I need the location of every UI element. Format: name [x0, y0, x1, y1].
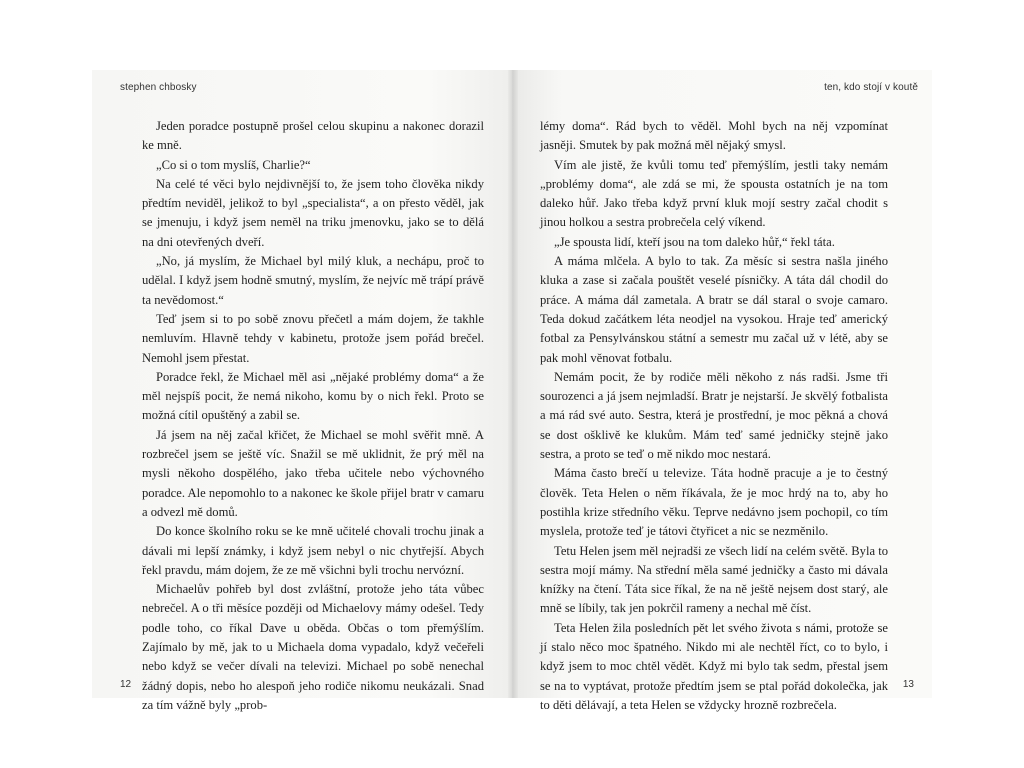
paragraph: „Je spousta lidí, kteří jsou na tom daleko hůř,“ řekl táta. [554, 234, 835, 249]
book-spread [92, 70, 932, 712]
paragraph: Na celé té věci bylo nejdivnější to, že jsem toho člověka nikdy předtím neviděl, jelikož to byl „specialista“, a on přesto věděl, jak se jmenuju, i když jsem neměl na triku jmenovku, jako se to dělá na dni otevřených dveří. [142, 176, 484, 249]
paragraph: A máma mlčela. A bylo to tak. Za měsíc si sestra našla jiného kluka a zase si začala pouštět veselé písničky. A táta dál chodil do práce. A máma dál zametala. A bratr se dál staral o svoje camaro. Teda dokud začátkem léta neodjel na vysokou. Hraje teď americký fotbal za Pensylvánskou státní a semestr mu začal už v létě, aby se pak mohl věnovat fotbalu. [540, 254, 888, 365]
paragraph: „Co si o tom myslíš, Charlie?“ [156, 157, 311, 172]
page-number-left: 12 [120, 679, 132, 690]
paragraph: Já jsem na něj začal křičet, že Michael se mohl svěřit mně. A rozbrečel jsem se ještě víc. Snažil se mě uklidnit, že prý měl na mysli někoho dospělého, jako třeba učitele nebo výchovného poradce. Ale nepomohlo to a nakonec ke škole přijel bratr v camaru a odvezl mě domů. [142, 427, 484, 519]
left-page [92, 70, 512, 712]
page-number-right: 13 [902, 679, 914, 690]
right-page-text [540, 117, 888, 715]
paragraph: Vím ale jistě, že kvůli tomu teď přemýšlím, jestli taky nemám „problémy doma“, ale zdá se mi, že spousta ostatních je na tom daleko hůř. Jako třeba když první kluk mojí sestry začal chodit s jinou holkou a sestra probrečela celý víkend. [540, 157, 888, 230]
right-page [512, 70, 932, 712]
running-head-left: stephen chbosky [120, 82, 197, 93]
paragraph: Do konce školního roku se ke mně učitelé chovali trochu jinak a dávali mi lepší známky, i když jsem nebyl o nic chytřejší. Abych řekl pravdu, mám dojem, že ze mě všichni byli trochu nervózní. [142, 524, 484, 577]
paragraph: Teď jsem si to po sobě znovu přečetl a mám dojem, že takhle nemluvím. Hlavně tehdy v kabinetu, protože jsem pořád brečel. Nemohl jsem přestat. [142, 311, 484, 365]
paragraph: „No, já myslím, že Michael byl milý kluk, a nechápu, proč to udělal. I když jsem hodně smutný, myslím, že nejvíc mě trápí právě ta nevědomost.“ [142, 254, 484, 307]
book-gutter [508, 70, 518, 698]
paragraph: lémy doma“. Rád bych to věděl. Mohl bych na něj vzpomínat jasněji. Smutek by pak možná měl nějaký smysl. [540, 119, 888, 153]
paragraph: Poradce řekl, že Michael měl asi „nějaké problémy doma“ a že měl nejspíš pocit, že nemá nikoho, komu by o nich řekl. Proto se možná cítil opuštěný a zabil se. [142, 369, 484, 423]
running-head-right: ten, kdo stojí v koutě [824, 82, 918, 93]
paragraph: Tetu Helen jsem měl nejradši ze všech lidí na celém světě. Byla to sestra mojí mámy. Na střední měla samé jedničky a často mi dávala knížky na čtení. Táta sice říkal, že na ně ještě nejsem dost starý, ale mně se líbily, tak jen pokrčil rameny a nechal mě číst. [540, 543, 888, 616]
paragraph: Nemám pocit, že by rodiče měli někoho z nás radši. Jsme tři sourozenci a já jsem nejmladší. Bratr je nejstarší. Je skvělý fotbalista a má rád své auto. Sestra, která je prostřední, je moc pěkná a chová se dost ošklivě ke klukům. Mám teď samé jedničky stejně jako sestra, a proto se teď o mě nikdo moc nestará. [540, 369, 888, 462]
paragraph: Máma často brečí u televize. Táta hodně pracuje a je to čestný člověk. Teta Helen o něm říkávala, že je moc hrdý na to, aby ho postihla krize středního věku. Teprve nedávno jsem pochopil, co tím myslela, protože teď je tátovi čtyřicet a nic se nezměnilo. [540, 466, 888, 539]
paragraph: Michaelův pohřeb byl dost zvláštní, protože jeho táta vůbec nebrečel. A o tři měsíce později od Michaelovy mámy odešel. Tedy podle toho, co říkal Dave u oběda. Občas o tom přemýšlím. Zajímalo by mě, jak to u Michaela doma vypadalo, když večeřeli nebo když se večer dívali na televizi. Michael po sobě nenechal žádný dopis, nebo ho alespoň jeho rodiče nikomu neukázali. Snad za tím vážně byly „prob- [142, 582, 484, 712]
paragraph: Jeden poradce postupně prošel celou skupinu a nakonec dorazil ke mně. [142, 119, 484, 153]
left-page-text [142, 117, 484, 715]
paragraph: Teta Helen žila posledních pět let svého života s námi, protože se jí stalo něco moc špatného. Nikdo mi ale nechtěl říct, co to bylo, i když jsem to moc chtěl vědět. Když mi bylo tak sedm, přestal jsem se na to vyptávat, protože předtím jsem se ptal pořád dokolečka, jak to děti dělávají, a teta Helen se vždycky hrozně rozbrečela. [540, 620, 888, 712]
